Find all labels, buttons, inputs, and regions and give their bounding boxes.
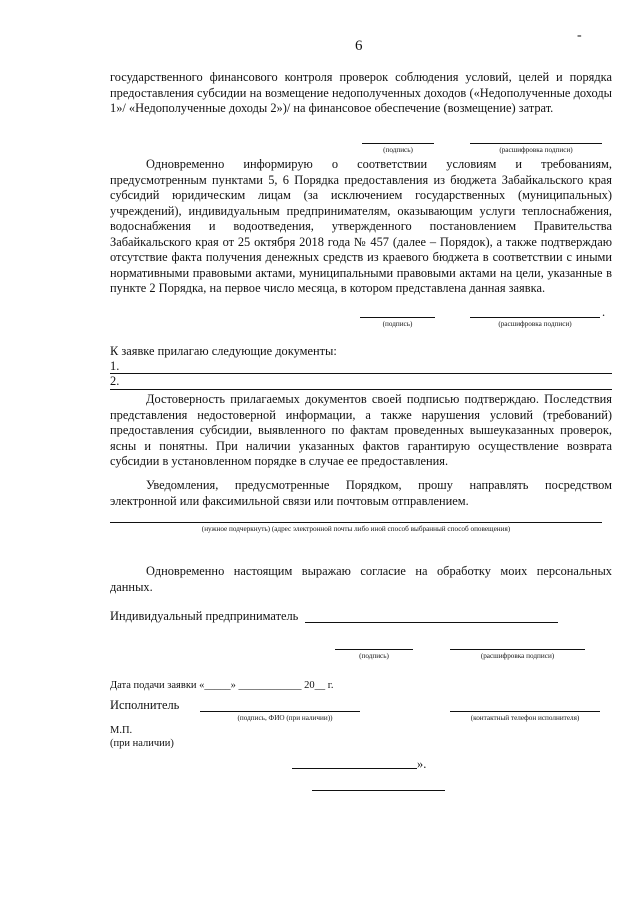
signature-caption-1: (подпись) bbox=[383, 146, 413, 154]
stamp-label: М.П. bbox=[110, 725, 133, 736]
signature-caption-2: (подпись) bbox=[382, 320, 413, 328]
attachment-line-1 bbox=[110, 373, 612, 374]
decoding-line-2 bbox=[470, 317, 600, 318]
closing-mark: ». bbox=[417, 757, 427, 771]
signature-line-1 bbox=[362, 143, 434, 144]
decoding-line-1 bbox=[470, 143, 602, 144]
decoding-caption-1: (расшифровка подписи) bbox=[499, 146, 573, 154]
notification-line bbox=[110, 522, 602, 523]
attachment-item-1: 1. bbox=[110, 359, 120, 373]
decoding-caption-3: (расшифровка подписи) bbox=[480, 652, 555, 660]
decoding-caption-2: (расшифровка подписи) bbox=[498, 320, 572, 328]
corner-mark: - bbox=[577, 28, 582, 43]
closing-line bbox=[292, 768, 417, 769]
executor-signature-caption: (подпись, ФИО (при наличии)) bbox=[237, 714, 333, 722]
notification-paragraph: Уведомления, предусмотренные Порядком, прошу направлять посредством электронной или факсимильной связи или почтовым отправлением. bbox=[110, 478, 612, 508]
stamp-note: (при наличии) bbox=[110, 738, 174, 749]
decoding-line-3 bbox=[450, 649, 585, 650]
executor-label: Исполнитель bbox=[110, 698, 180, 712]
executor-phone-caption: (контактный телефон исполнителя) bbox=[470, 714, 580, 722]
executor-signature-line bbox=[200, 711, 360, 712]
entrepreneur-line bbox=[305, 622, 558, 623]
entrepreneur-label: Индивидуальный предприниматель bbox=[110, 609, 299, 623]
signature-caption-3: (подпись) bbox=[359, 652, 389, 660]
executor-phone-line bbox=[450, 711, 600, 712]
consent-paragraph: Одновременно настоящим выражаю согласие на обработку моих персональных данных. bbox=[110, 564, 612, 594]
signature-line-3 bbox=[335, 649, 413, 650]
signature-line-2 bbox=[360, 317, 435, 318]
attachment-line-2 bbox=[110, 389, 612, 390]
attachment-item-2: 2. bbox=[110, 374, 120, 388]
compliance-paragraph: Одновременно информирую о соответствии условиям и требованиям, предусмотренным пунктами 5, 6 Порядка предоставления из бюджета Забайкальского края субсидий юридическим лицам (за исключением государственных (муниципальных) учреждений), индивидуальным предпринимателям, оказывающим услуги теплоснабжения, водоснабжения и водоотведения, утвержденного постановлением Правительства Забайкальского края от 25 октября 2018 года № 457 (далее – Порядок), а также подтверждаю отсутствие факта получения денежных средств из краевого бюджета в соответствии с иными нормативными правовыми актами, муниципальными правовыми актами на цели, указанные в пункте 2 Порядка, на первое число месяца, в котором представлена данная заявка. bbox=[110, 157, 612, 295]
end-line bbox=[312, 790, 445, 791]
page-number: 6 bbox=[355, 38, 363, 54]
reliability-paragraph: Достоверность прилагаемых документов своей подписью подтверждаю. Последствия представления недостоверной информации, а также нарушения условий (требований) предоставления субсидии, выявленного по фактам проведенных вышеуказанных проверок, ясны и понятны. При наличии указанных фактов гарантирую осуществление возврата субсидии в установленном порядке в случае ее предоставления. bbox=[110, 392, 612, 468]
paragraph-continuation: государственного финансового контроля проверок соблюдения условий, целей и порядка предоставления субсидии на возмещение недополученных доходов («Недополученные доходы 1»/ «Недополученные доходы 2»)/ на финансовое обеспечение (возмещение) затрат. bbox=[110, 70, 612, 115]
attachments-intro: К заявке прилагаю следующие документы: bbox=[110, 344, 337, 358]
submission-date: Дата подачи заявки «_____» ____________ 20__ г. bbox=[110, 680, 334, 691]
notification-caption: (нужное подчеркнуть) (адрес электронной почты либо иной способ выбранный способ оповещения) bbox=[201, 525, 511, 533]
trailing-dot: . bbox=[602, 305, 606, 319]
